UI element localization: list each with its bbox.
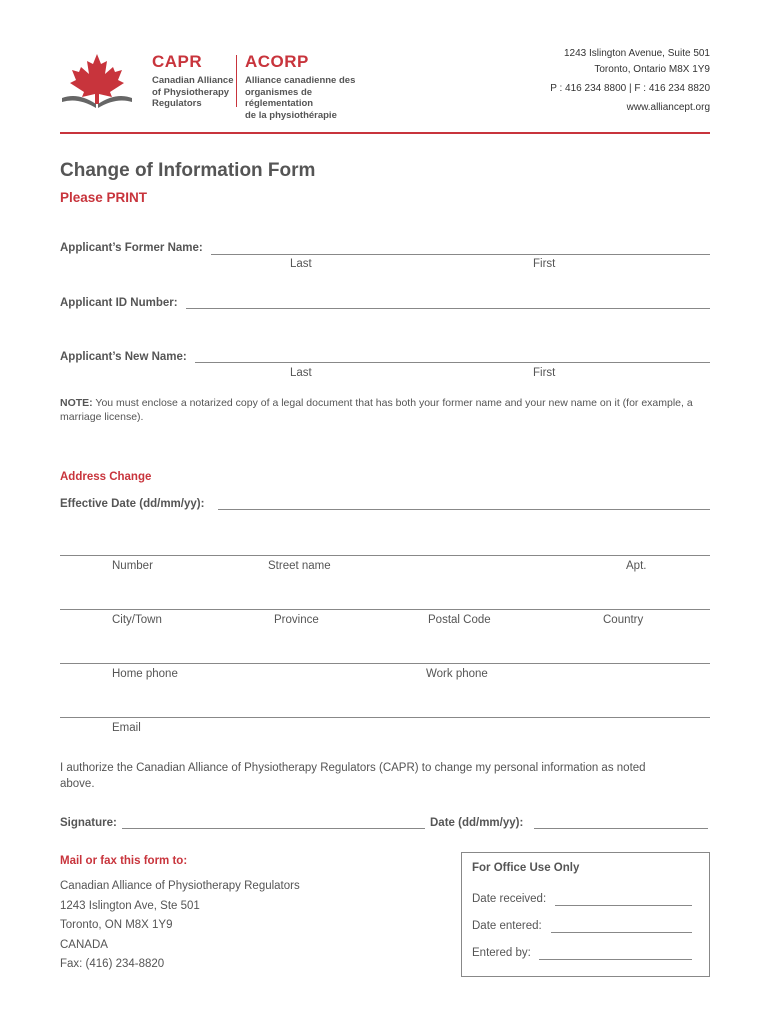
effective-date-label: Effective Date (dd/mm/yy):	[60, 498, 205, 510]
email-caption: Email	[112, 722, 141, 734]
phone-field[interactable]	[60, 663, 710, 664]
entered-by-field[interactable]	[539, 959, 692, 960]
former-name-field[interactable]	[211, 254, 710, 255]
signature-label: Signature:	[60, 817, 117, 829]
city-province-field[interactable]	[60, 609, 710, 610]
header-rule	[60, 132, 710, 134]
maple-leaf-book-logo-icon	[58, 52, 136, 110]
entered-by-label: Entered by:	[472, 947, 531, 959]
new-last-caption: Last	[290, 367, 312, 379]
applicant-id-field[interactable]	[186, 308, 710, 309]
date-received-field[interactable]	[555, 905, 692, 906]
home-phone-caption: Home phone	[112, 668, 178, 680]
form-subtitle: Please PRINT	[60, 190, 148, 205]
brand-acronym-fr: ACORP	[245, 52, 309, 71]
phone-fax: P : 416 234 8800 | F : 416 234 8820	[550, 83, 710, 94]
brand-acronym-en: CAPR	[152, 52, 203, 71]
former-name-label: Applicant’s Former Name:	[60, 242, 203, 254]
brand-name-en: Canadian Alliance of Physiotherapy Regulators	[152, 75, 234, 109]
province-caption: Province	[274, 614, 319, 626]
brand-divider	[236, 55, 237, 107]
former-last-caption: Last	[290, 258, 312, 270]
new-name-label: Applicant’s New Name:	[60, 351, 187, 363]
brand-name-fr: Alliance canadienne des organismes de réglementation de la physiothérapie	[245, 75, 356, 121]
date-label: Date (dd/mm/yy):	[430, 817, 524, 829]
date-received-label: Date received:	[472, 893, 547, 905]
street-address-field[interactable]	[60, 555, 710, 556]
city-caption: City/Town	[112, 614, 162, 626]
date-entered-label: Date entered:	[472, 920, 542, 932]
work-phone-caption: Work phone	[426, 668, 488, 680]
mail-address: Canadian Alliance of Physiotherapy Regulators 1243 Islington Ave, Ste 501 Toronto, ON M8X 1Y9 CANADA Fax: (416) 234-8820	[60, 880, 300, 970]
new-name-field[interactable]	[195, 362, 710, 363]
address-line-1: 1243 Islington Avenue, Suite 501	[563, 48, 710, 59]
new-first-caption: First	[533, 367, 556, 379]
postal-code-caption: Postal Code	[428, 614, 491, 626]
effective-date-field[interactable]	[218, 509, 710, 510]
address-line-2: Toronto, Ontario M8X 1Y9	[594, 64, 710, 75]
number-caption: Number	[112, 560, 153, 572]
country-caption: Country	[603, 614, 644, 626]
applicant-id-label: Applicant ID Number:	[60, 297, 178, 309]
former-first-caption: First	[533, 258, 556, 270]
website-link[interactable]: www.alliancept.org	[626, 102, 710, 113]
street-caption: Street name	[268, 560, 331, 572]
signature-field[interactable]	[122, 828, 425, 829]
mail-heading: Mail or fax this form to:	[60, 855, 188, 867]
address-change-heading: Address Change	[60, 471, 152, 483]
authorization-text: I authorize the Canadian Alliance of Physiotherapy Regulators (CAPR) to change my personal information as noted above.	[60, 762, 646, 790]
note: NOTE: You must enclose a notarized copy of a legal document that has both your former name and your new name on it (for example, a marriage license).	[60, 397, 693, 423]
date-field[interactable]	[534, 828, 708, 829]
date-entered-field[interactable]	[551, 932, 692, 933]
form-title: Change of Information Form	[60, 160, 316, 181]
email-field[interactable]	[60, 717, 710, 718]
office-use-title: For Office Use Only	[472, 862, 580, 874]
apt-caption: Apt.	[626, 560, 647, 572]
